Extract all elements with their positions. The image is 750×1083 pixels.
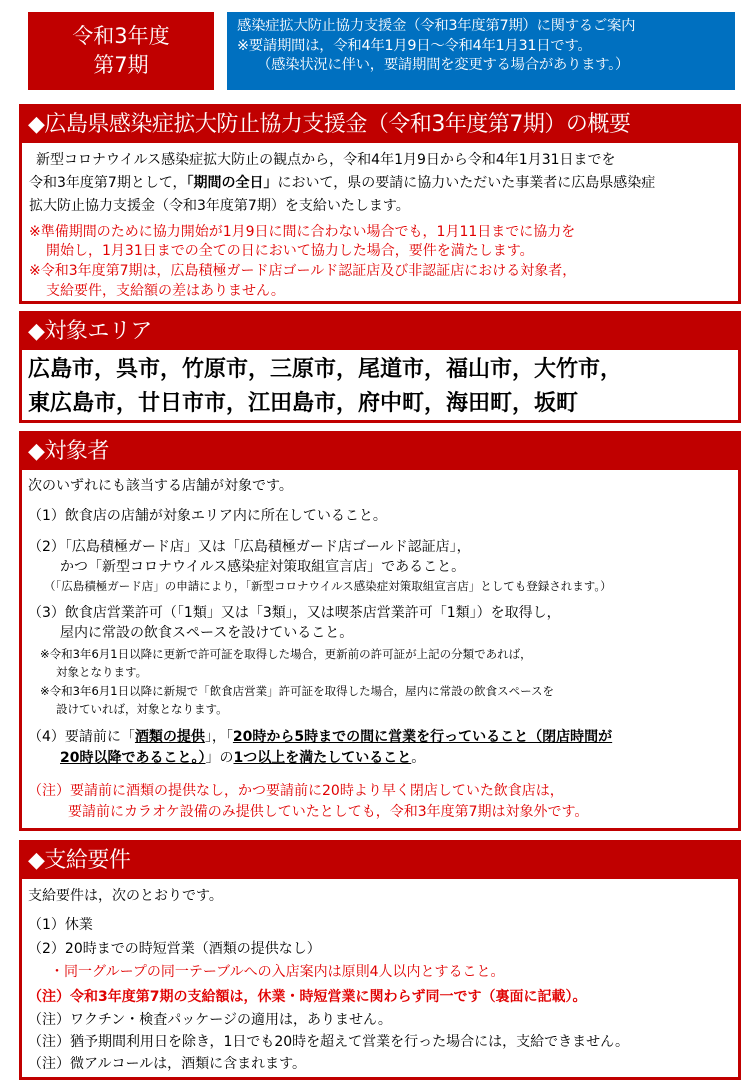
overview-line-2c: において，県の要請に協力いただいた事業者に広島県感染症 [277, 175, 656, 191]
item4-sep2: 」の [205, 750, 234, 766]
area-line-2: 東広島市，廿日市市，江田島市，府中町，海田町，坂町 [28, 391, 579, 416]
overview-emphasis: 「期間の全日」 [186, 175, 278, 191]
overview-note-1b: 開始し，1月31日までの全ての日において協力した場合，要件を満たします。 [46, 243, 534, 259]
target-item-3a: （3）飲食店営業許可（「1類」又は「3類」，又は喫茶店営業許可「1類」）を取得し， [28, 605, 561, 621]
notice-note: （感染状況に伴い，要請期間を変更する場合があります。） [257, 57, 630, 73]
target-item-4a [28, 728, 612, 747]
area-section [19, 311, 741, 423]
req-intro: 支給要件は，次のとおりです。 [28, 888, 223, 904]
notice-banner [227, 12, 735, 90]
target-item-3f: 設けていれば，対象となります。 [56, 702, 228, 716]
target-note-a: （注）要請前に酒類の提供なし，かつ要請前に20時より早く閉店していた飲食店は， [28, 783, 564, 799]
target-title: ◆対象者 [22, 434, 738, 470]
period-badge [28, 12, 214, 90]
req-note-3: （注）猶予期間利用日を除き，1日でも20時を超えて営業を行った場合には，支給できません。 [28, 1034, 629, 1050]
item4-end: 。 [411, 750, 426, 766]
period-year: 令和3年度 [72, 24, 170, 48]
target-item-3b: 屋内に常設の飲食スペースを設けていること。 [60, 625, 354, 641]
req-note-4: （注）微アルコールは，酒類に含まれます。 [28, 1056, 307, 1072]
overview-line-1: 新型コロナウイルス感染症拡大防止の観点から，令和4年1月9日から令和4年1月31日までを [36, 152, 616, 168]
notice-period: ※要請期間は，令和4年1月9日～令和4年1月31日です。 [237, 37, 592, 54]
overview-line-2a: 令和3年度第7期として， [29, 175, 187, 191]
area-title: ◆対象エリア [22, 314, 738, 350]
target-item-4b [60, 749, 425, 768]
overview-line-3: 拡大防止協力支援金（令和3年度第7期）を支給いたします。 [29, 198, 410, 214]
target-item-2b: かつ「新型コロナウイルス感染症対策取組宣言店」であること。 [60, 559, 466, 575]
requirements-title: ◆支給要件 [22, 843, 738, 879]
req-item-1: （1）休業 [28, 917, 93, 933]
overview-section [19, 104, 741, 304]
req-item-2: （2）20時までの時短営業（酒類の提供なし） [28, 941, 321, 957]
area-line-1: 広島市，呉市，竹原市，三原市，尾道市，福山市，大竹市， [28, 357, 623, 382]
overview-title: ◆広島県感染症拡大防止協力支援金（令和3年度第7期）の概要 [22, 107, 738, 143]
period-phase: 第7期 [93, 53, 149, 77]
target-section [19, 431, 741, 831]
req-note-2: （注）ワクチン・検査パッケージの適用は，ありません。 [28, 1012, 392, 1028]
target-item-2c: （「広島積極ガード店」の申請により，「新型コロナウイルス感染症対策取組宣言店」としても登録されます。） [44, 579, 612, 593]
item4-hours: 20時から5時までの間に営業を行っていること（閉店時間が [232, 729, 613, 745]
item4-condition: 1つ以上を満たしていること [233, 750, 412, 766]
item4-hours-cont: 20時以降であること。） [60, 750, 206, 766]
overview-note-2b: 支給要件，支給額の差はありません。 [46, 283, 285, 299]
req-item-2-note: ・同一グループの同一テーブルへの入店案内は原則4人以内とすること。 [50, 964, 505, 980]
overview-note-2a: ※令和3年度第7期は，広島積極ガード店ゴールド認証店及び非認証店における対象者， [29, 263, 577, 279]
target-item-2a: （2）「広島積極ガード店」又は「広島積極ガード店ゴールド認証店」， [28, 539, 471, 555]
requirements-section [19, 840, 741, 1080]
item4-alcohol: 酒類の提供 [134, 729, 205, 745]
target-item-3d: 対象となります。 [56, 665, 148, 679]
item4-prefix: （4）要請前に「 [28, 729, 135, 745]
req-note-1: （注）令和3年度第7期の支給額は，休業・時短営業に関わらず同一です（裏面に記載）。 [28, 989, 587, 1005]
item4-sep: 」，「 [204, 729, 233, 745]
target-item-3e: ※令和3年6月1日以降に新規で「飲食店営業」許可証を取得した場合，屋内に常設の飲食スペースを [40, 684, 555, 698]
target-intro: 次のいずれにも該当する店舗が対象です。 [28, 478, 293, 494]
notice-title: 感染症拡大防止協力支援金（令和3年度第7期）に関するご案内 [237, 18, 636, 34]
overview-note-1a: ※準備期間のために協力開始が1月9日に間に合わない場合でも，1月11日までに協力を [29, 224, 576, 240]
target-item-3c: ※令和3年6月1日以降に更新で許可証を取得した場合，更新前の許可証が上記の分類であれば， [40, 647, 532, 661]
overview-line-2 [29, 174, 655, 193]
target-note-b: 要請前にカラオケ設備のみ提供していたとしても，令和3年度第7期は対象外です。 [68, 804, 589, 820]
target-item-1: （1）飲食店の店舗が対象エリア内に所在していること。 [28, 508, 387, 524]
